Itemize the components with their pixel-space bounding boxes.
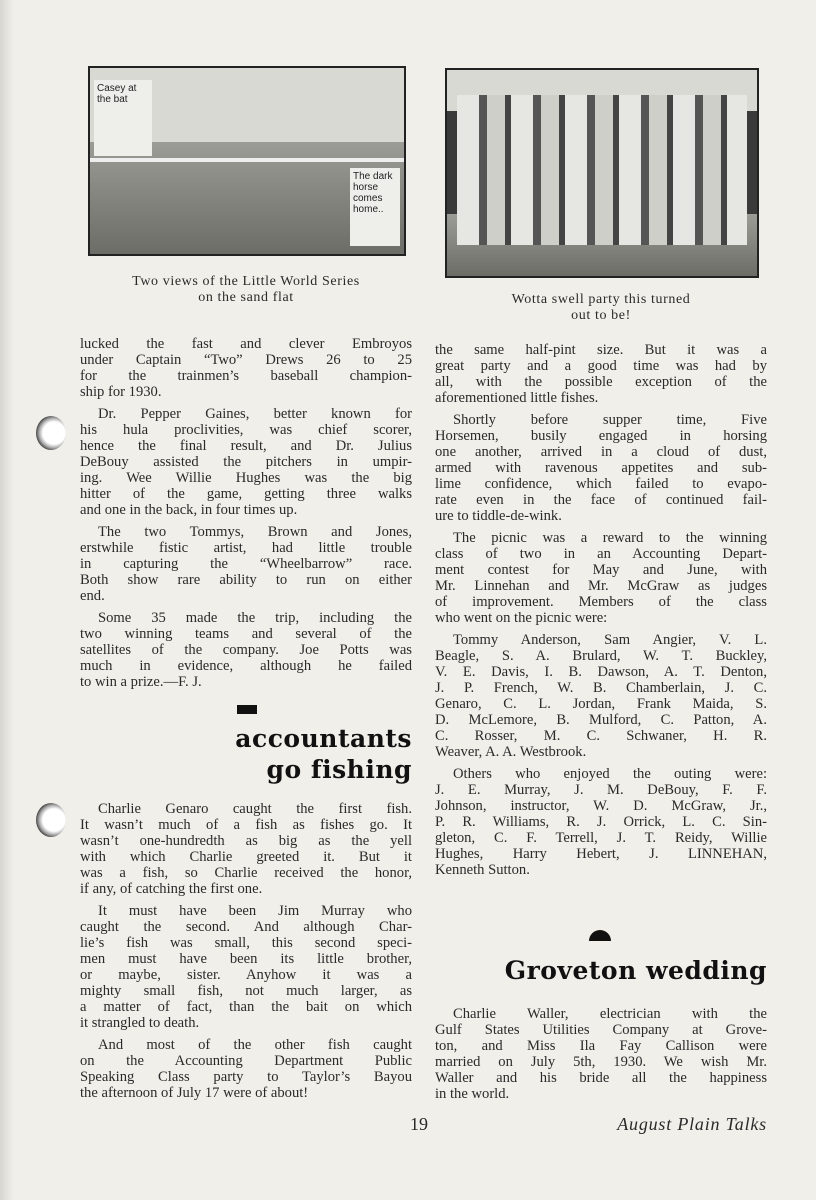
text-line: Waller and his bride all the happiness [435, 1070, 767, 1086]
paragraph [80, 801, 412, 897]
binder-hole [36, 416, 66, 450]
text-line: mighty small fish, not much larger, as [80, 983, 412, 999]
text-line: the afternoon of July 17 were of about! [80, 1085, 309, 1101]
text-line: The picnic was a reward to the winning [453, 530, 767, 546]
text-line: the same half-pint size. But it was a [435, 342, 767, 358]
text-line: rate even in the face of continued fail- [435, 492, 767, 508]
binder-hole [36, 803, 66, 837]
text-line: much in evidence, although he failed [80, 658, 412, 674]
right-column-text [435, 342, 767, 884]
text-line: or maybe, sister. Anyhow it was a [80, 967, 412, 983]
paragraph [80, 336, 412, 400]
text-line: great party and a good time was had by [435, 358, 767, 374]
text-line: Both show rare ability to run on either [80, 572, 412, 588]
text-line: end. [80, 588, 105, 604]
text-line: with which Charlie greeted it. But it [80, 849, 412, 865]
text-line: Kenneth Sutton. [435, 862, 530, 878]
left-photo-caption: Two views of the Little World Series on the sand flat [132, 274, 360, 305]
text-line: Some 35 made the trip, including the [98, 610, 412, 626]
section-marker [589, 930, 611, 941]
text-line: J. P. French, W. B. Chamberlain, J. C. [435, 680, 767, 696]
text-line: if any, of catching the first one. [80, 881, 263, 897]
text-line: lie’s fish was small, this second speci- [80, 935, 412, 951]
text-line: of improvement. Members of the class [435, 594, 767, 610]
page-number: 19 [410, 1114, 428, 1134]
text-line: DeBouy assisted the pitchers in umpir- [80, 454, 412, 470]
text-line: erstwhile fistic artist, had little trouble [80, 540, 412, 556]
paragraph [80, 610, 412, 690]
party-group-photo [445, 68, 759, 278]
text-line: ment contest for May and June, with [435, 562, 767, 578]
text-line: who went on the picnic were: [435, 610, 608, 626]
text-line: Mr. Linnehan and Mr. McGraw as judges [435, 578, 767, 594]
text-line: class of two in an Accounting Depart- [435, 546, 767, 562]
text-line: Weaver, A. A. Westbrook. [435, 744, 587, 760]
text-line: It wasn’t much of a fish as fishes go. It [80, 817, 412, 833]
text-line: ure to tiddle-de-wink. [435, 508, 562, 524]
paragraph [80, 524, 412, 604]
page-edge [0, 0, 14, 1200]
text-line: gleton, C. F. Terrell, J. T. Reidy, Willie [435, 830, 767, 846]
text-line: Speaking Class party to Taylor’s Bayou [80, 1069, 412, 1085]
paragraph [435, 632, 767, 760]
paragraph [435, 766, 767, 878]
text-line: it strangled to death. [80, 1015, 200, 1031]
text-line: Others who enjoyed the outing were: [453, 766, 767, 782]
text-line: under Captain “Two” Drews 26 to 25 [80, 352, 412, 368]
text-line: on the Accounting Department Public [80, 1053, 412, 1069]
text-line: for the trainmen’s baseball champion- [80, 368, 412, 384]
paragraph [435, 342, 767, 406]
text-line: Tommy Anderson, Sam Angier, V. L. [453, 632, 767, 648]
text-line: Gulf States Utilities Company at Grove- [435, 1022, 767, 1038]
paragraph [435, 530, 767, 626]
text-line: married on July 5th, 1930. We wish Mr. [435, 1054, 767, 1070]
text-line: and one in the back, in four times up. [80, 502, 298, 518]
paragraph [435, 1006, 767, 1102]
text-line: It must have been Jim Murray who [98, 903, 412, 919]
text-line: all, with the possible exception of the [435, 374, 767, 390]
text-line: aforementioned little fishes. [435, 390, 599, 406]
text-line: men must have been its little brother, [80, 951, 412, 967]
text-line: D. McLemore, B. Mulford, C. Patton, A. [435, 712, 767, 728]
baseball-photo-collage [88, 66, 406, 256]
text-line: one another, arrived in a cloud of dust, [435, 444, 767, 460]
text-line: caught the second. And although Char- [80, 919, 412, 935]
inset-dark-horse: The dark horse comes home.. [350, 168, 400, 246]
left-column-text [80, 336, 412, 696]
section-marker [237, 705, 257, 714]
text-line: P. R. Williams, R. J. Orrick, L. C. Sin- [435, 814, 767, 830]
text-line: a matter of fact, than the bait on which [80, 999, 412, 1015]
text-line: two winning teams and several of the [80, 626, 412, 642]
text-line: was a fish, so Charlie received the honor, [80, 865, 412, 881]
text-line: armed with ravenous appetites and sub- [435, 460, 767, 476]
text-line: C. Rosser, M. C. Schwaner, H. R. [435, 728, 767, 744]
text-line: in the world. [435, 1086, 510, 1102]
text-line: Genaro, C. L. Jordan, Frank Maida, S. [435, 696, 767, 712]
text-line: And most of the other fish caught [98, 1037, 412, 1053]
text-line: satellites of the company. Joe Potts was [80, 642, 412, 658]
groveton-wedding-heading: Groveton wedding [504, 956, 767, 985]
paragraph [80, 1037, 412, 1101]
paragraph [80, 903, 412, 1031]
text-line: his hula proclivities, was chief scorer, [80, 422, 412, 438]
text-line: Shortly before supper time, Five [453, 412, 767, 428]
text-line: Charlie Waller, electrician with the [453, 1006, 767, 1022]
text-line: Hughes, Harry Hebert, J. LINNEHAN, [435, 846, 767, 862]
magazine-title: August Plain Talks [617, 1114, 767, 1134]
text-line: ship for 1930. [80, 384, 162, 400]
text-line: Charlie Genaro caught the first fish. [98, 801, 412, 817]
text-line: ing. Wee Willie Hughes was the big [80, 470, 412, 486]
text-line: in capturing the “Wheelbarrow” race. [80, 556, 412, 572]
text-line: Horsemen, busily engaged in horsing [435, 428, 767, 444]
right-photo-caption: Wotta swell party this turned out to be! [511, 292, 691, 323]
text-line: J. E. Murray, J. M. DeBouy, F. F. [435, 782, 767, 798]
inset-casey: Casey at the bat [94, 80, 152, 156]
text-line: Beagle, S. A. Brulard, W. T. Buckley, [435, 648, 767, 664]
text-line: hence the final result, and Dr. Julius [80, 438, 412, 454]
text-line: The two Tommys, Brown and Jones, [98, 524, 412, 540]
fishing-article-text [80, 801, 412, 1107]
paragraph [435, 412, 767, 524]
text-line: ton, and Miss Ila Fay Callison were [435, 1038, 767, 1054]
wedding-article-text [435, 1006, 767, 1108]
paragraph [80, 406, 412, 518]
text-line: to win a prize.—F. J. [80, 674, 202, 690]
text-line: hitter of the game, getting three walks [80, 486, 412, 502]
text-line: lucked the fast and clever Embroyos [80, 336, 412, 352]
text-line: Dr. Pepper Gaines, better known for [98, 406, 412, 422]
accountants-heading: accountants go fishing [235, 724, 412, 784]
text-line: wasn’t one-hundredth as big as the yell [80, 833, 412, 849]
text-line: lime confidence, which failed to evapo- [435, 476, 767, 492]
text-line: Johnson, instructor, W. D. McGraw, Jr., [435, 798, 767, 814]
text-line: V. E. Davis, I. B. Dawson, A. T. Denton, [435, 664, 767, 680]
